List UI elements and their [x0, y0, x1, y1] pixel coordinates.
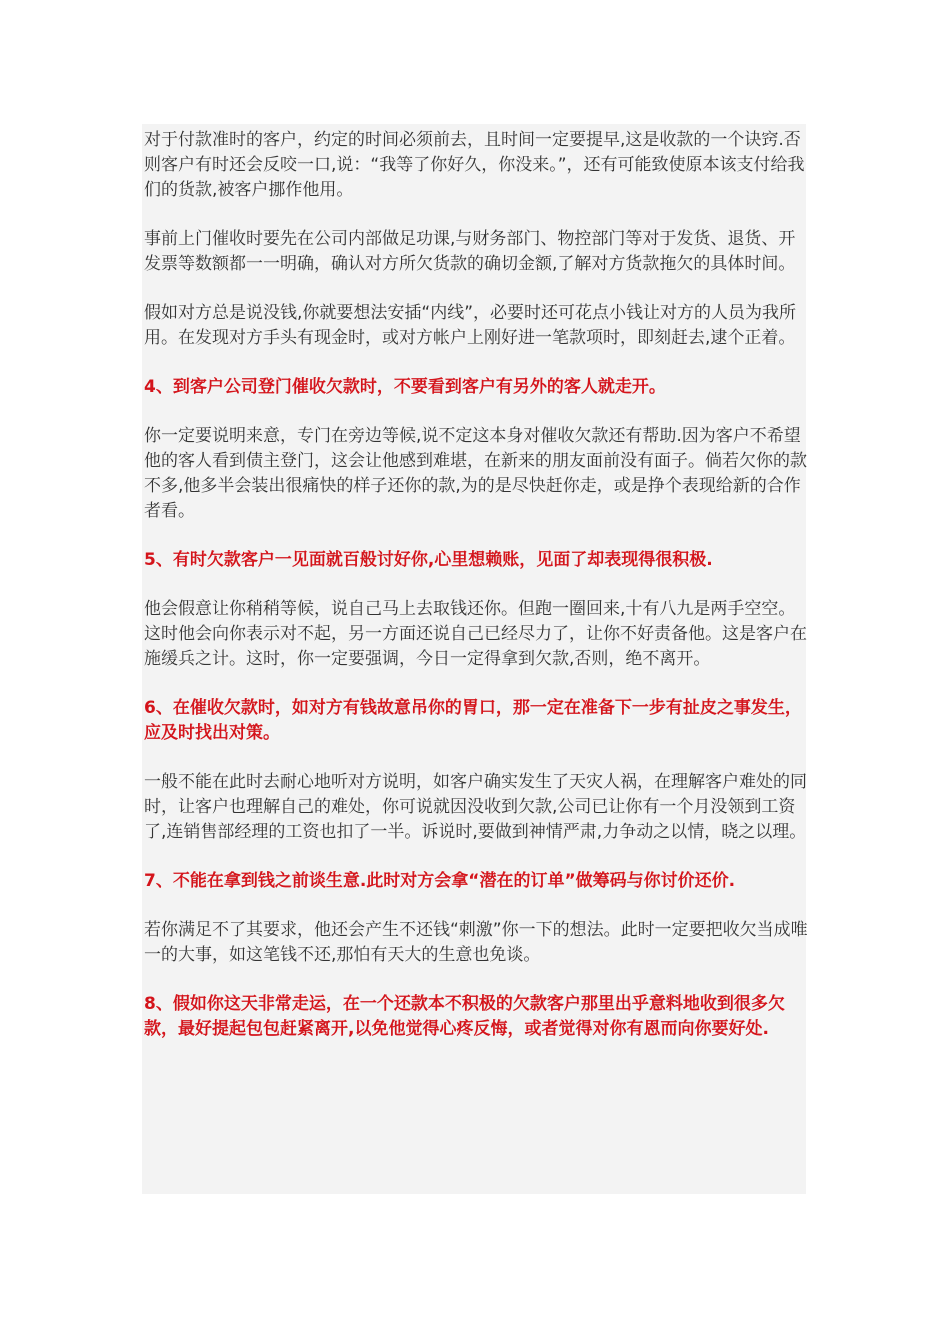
heading-tip-5: 5、有时欠款客户一见面就百般讨好你,心里想赖账，见面了却表现得很积极. [144, 550, 713, 570]
paragraph-prepare-homework: 事前上门催收时要先在公司内部做足功课,与财务部门、物控部门等对于发货、退货、开发票等数额都一一明确，确认对方所欠货款的确切金额,了解对方货款拖欠的具体时间。 [144, 229, 796, 274]
paragraph-prompt-visit: 对于付款准时的客户，约定的时间必须前去，且时间一定要提早,这是收款的一个诀窍.否则客户有时还会反咬一口,说：“我等了你好久，你没来。”，还有可能致使原本该支付给我们的货款,被客户挪作他用。 [144, 130, 805, 200]
paragraph-inside-contact: 假如对方总是说没钱,你就要想法安插“内线”，必要时还可花点小钱让对方的人员为我所用。在发现对方手头有现金时，或对方帐户上刚好进一笔款项时，即刻赶去,逮个正着。 [144, 303, 797, 348]
paragraph-tip-5-body: 他会假意让你稍稍等候，说自己马上去取钱还你。但跑一圈回来,十有八九是两手空空。这时他会向你表示对不起，另一方面还说自己已经尽力了，让你不好责备他。这是客户在施缓兵之计。这时，你一定要强调，今日一定得拿到欠款,否则，绝不离开。 [144, 599, 807, 669]
document-body [144, 128, 810, 1042]
paragraph-tip-4-body: 你一定要说明来意，专门在旁边等候,说不定这本身对催收欠款还有帮助.因为客户不希望他的客人看到债主登门，这会让他感到难堪，在新来的朋友面前没有面子。倘若欠你的款不多,他多半会装出很痛快的样子还你的款,为的是尽快赶你走，或是挣个表现给新的合作者看。 [144, 426, 807, 521]
paragraph-tip-7-body: 若你满足不了其要求，他还会产生不还钱“刺激”你一下的想法。此时一定要把收欠当成唯一的大事，如这笔钱不还,那怕有天大的生意也免谈。 [144, 920, 808, 965]
heading-tip-8: 8、假如你这天非常走运，在一个还款本不积极的欠款客户那里出乎意料地收到很多欠款，最好提起包包赶紧离开,以免他觉得心疼反悔，或者觉得对你有恩而向你要好处. [144, 994, 785, 1039]
heading-tip-6: 6、在催收欠款时，如对方有钱故意吊你的胃口，那一定在准备下一步有扯皮之事发生，应及时找出对策。 [144, 698, 802, 743]
document-page-panel [142, 124, 806, 1194]
heading-tip-4: 4、到客户公司登门催收欠款时，不要看到客户有另外的客人就走开。 [144, 377, 666, 397]
paragraph-tip-6-body: 一般不能在此时去耐心地听对方说明，如客户确实发生了天灾人祸，在理解客户难处的同时，让客户也理解自己的难处，你可说就因没收到欠款,公司已让你有一个月没领到工资了,连销售部经理的工资也扣了一半。诉说时,要做到神情严肃,力争动之以情，晓之以理。 [144, 772, 807, 842]
heading-tip-7: 7、不能在拿到钱之前谈生意.此时对方会拿“潜在的订单”做筹码与你讨价还价. [144, 871, 736, 891]
